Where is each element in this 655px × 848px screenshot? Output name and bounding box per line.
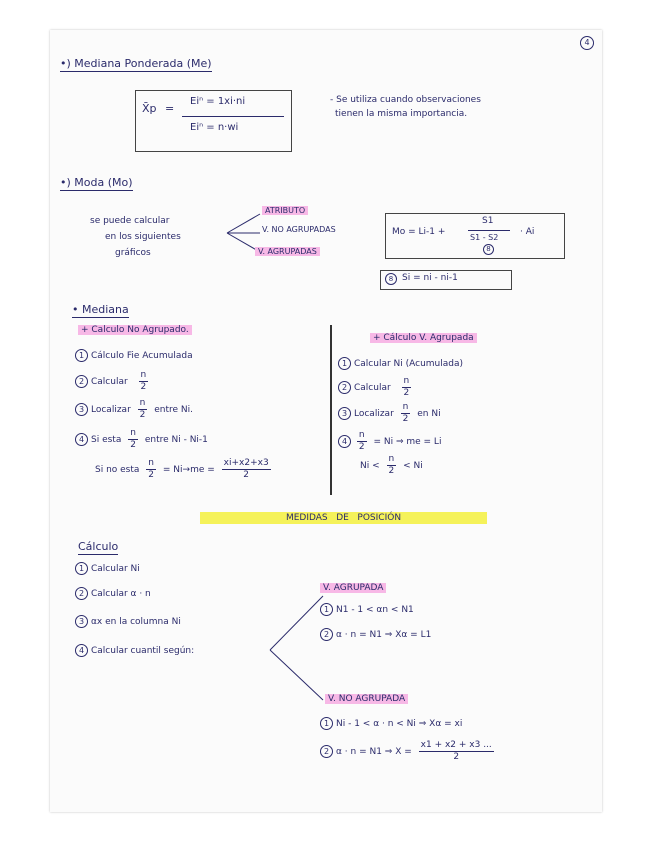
n-over-2: $\frac{n}{2}$ — [402, 402, 409, 424]
fraction-bar — [182, 116, 284, 117]
step-number: 3 — [338, 407, 351, 420]
step-text: Ni < — [360, 461, 380, 471]
step-text: Calcular Ni — [91, 564, 140, 574]
n-over-2: $\frac{n}{2}$ — [403, 376, 410, 398]
moda-formula-lhs: Mo = Li-1 + — [392, 227, 446, 237]
step-text: Si esta — [91, 435, 122, 445]
step-number: 4 — [338, 435, 351, 448]
posicion-step-3 — [75, 615, 181, 628]
mediana-left-step-3 — [75, 398, 193, 421]
step-number: 2 — [75, 587, 88, 600]
agrupada-step-2 — [320, 628, 431, 641]
posicion-step-4 — [75, 644, 194, 657]
step-text: N1 - 1 < αn < N1 — [336, 605, 414, 615]
mediana-right-step-5 — [360, 454, 423, 477]
page-number: 4 — [580, 36, 594, 50]
mediana-left-step-1 — [75, 349, 193, 362]
step-text: Calcular — [354, 383, 391, 393]
step-text: Localizar — [91, 405, 131, 415]
n-over-2: $\frac{n}{2}$ — [388, 454, 395, 476]
moda-option-no-agrupadas: V. NO AGRUPADAS — [262, 225, 336, 234]
moda-text-3: gráficos — [115, 248, 151, 258]
step-text: en Ni — [417, 409, 441, 419]
mediana-left-step-2 — [75, 370, 148, 393]
step-number: 2 — [338, 381, 351, 394]
step-text: = Ni→me = — [162, 465, 215, 475]
n-over-2: $\frac{n}{2}$ — [148, 458, 155, 480]
moda-option-atributo: ATRIBUTO — [262, 206, 308, 215]
no-agrupada-step-1 — [320, 717, 462, 730]
mediana-right-step-2 — [338, 376, 411, 399]
step-text: entre Ni - Ni-1 — [144, 435, 208, 445]
step-number: 2 — [320, 628, 333, 641]
formula-lhs: X̄p — [142, 102, 157, 115]
n-over-2: $\frac{n}{2}$ — [140, 370, 147, 392]
section-title-mediana-ponderada: •) Mediana Ponderada (Me) — [60, 57, 212, 70]
section-title-calculo: Cálculo — [78, 540, 119, 553]
mediana-right-step-1 — [338, 357, 463, 370]
step-number: 2 — [320, 745, 333, 758]
posicion-brace — [268, 590, 328, 705]
step-text: Calcular Ni (Acumulada) — [354, 359, 464, 369]
n-over-2: $\frac{n}{2}$ — [358, 430, 365, 452]
moda-text-2: en los siguientes — [105, 232, 181, 242]
step-text: α · n = N1 ⇒ X = — [336, 747, 412, 757]
mediana-left-step-4 — [75, 428, 208, 451]
step-number: 1 — [75, 349, 88, 362]
section-title-mediana: • Mediana — [72, 303, 129, 316]
moda-text-1: se puede calcular — [90, 216, 170, 226]
mediana-left-header: + Calculo No Agrupado. — [78, 325, 192, 335]
step-text: < Ni — [403, 461, 423, 471]
step-text: α · n = N1 ⇒ Xα = L1 — [336, 630, 432, 640]
moda-fraction-bar — [468, 230, 510, 231]
mediana-right-step-3 — [338, 402, 441, 425]
step-number: 3 — [75, 615, 88, 628]
step-text: αx en la columna Ni — [91, 617, 181, 627]
n-over-2: $\frac{n}{2}$ — [130, 428, 136, 450]
section-banner-medidas-de-posicion: MEDIDAS DE POSICIÓN — [200, 512, 487, 524]
step-text: Cálculo Fie Acumulada — [91, 351, 193, 361]
no-agrupada-title: V. NO AGRUPADA — [325, 694, 408, 704]
agrupada-title: V. AGRUPADA — [320, 583, 386, 593]
step-text: = Ni ⇒ me = Li — [373, 437, 442, 447]
mediana-right-header: + Cálculo V. Agrupada — [370, 333, 477, 343]
mediana-right-step-4 — [338, 430, 441, 453]
step-text: Localizar — [354, 409, 394, 419]
moda-formula-mark: 8 — [483, 244, 494, 255]
step-number: 4 — [75, 644, 88, 657]
agrupada-step-1 — [320, 603, 414, 616]
no-agrupada-step-2 — [320, 740, 494, 763]
step-text: Calcular cuantil según: — [91, 646, 195, 656]
step-number: 3 — [75, 403, 88, 416]
step-number: 1 — [320, 603, 333, 616]
note-line-2: tienen la misma importancia. — [335, 109, 468, 119]
formula-denominator: Eiⁿ = n·wi — [190, 122, 239, 133]
step-text: Si no esta — [95, 465, 140, 475]
posicion-step-2 — [75, 587, 151, 600]
moda-formula-num: S1 — [482, 216, 494, 226]
moda-formula-tail: · Ai — [520, 227, 535, 237]
step-text: Ni - 1 < α · n < Ni ⇒ Xα = xi — [336, 719, 463, 729]
step-number: 1 — [75, 562, 88, 575]
s-formula: Si = ni - ni-1 — [402, 273, 458, 283]
notebook-page — [50, 30, 602, 812]
step-number: 1 — [320, 717, 333, 730]
section-title-moda: •) Moda (Mo) — [60, 176, 133, 189]
posicion-step-1 — [75, 562, 140, 575]
n-over-2: $\frac{n}{2}$ — [139, 398, 146, 420]
note-line-1: - Se utiliza cuando observaciones — [330, 95, 481, 105]
formula-equals: = — [165, 102, 175, 115]
step-number: 1 — [338, 357, 351, 370]
moda-formula-den: S1 - S2 — [470, 233, 499, 242]
step-text: Calcular — [91, 377, 128, 387]
average-fraction: $\frac{x1 + x2 + x3 ...}{2}$ — [420, 740, 492, 762]
formula-numerator: Eiⁿ = 1xi·ni — [190, 96, 246, 107]
average-fraction: $\frac{xi+x2+x3}{2}$ — [223, 458, 269, 480]
step-text: entre Ni. — [154, 405, 194, 415]
column-divider — [330, 325, 332, 495]
step-number: 4 — [75, 433, 88, 446]
step-text: Calcular α · n — [91, 589, 151, 599]
s-formula-num: 8 — [385, 273, 397, 285]
moda-option-agrupadas: V. AGRUPADAS — [255, 247, 320, 256]
step-number: 2 — [75, 375, 88, 388]
mediana-left-step-5 — [95, 458, 271, 481]
